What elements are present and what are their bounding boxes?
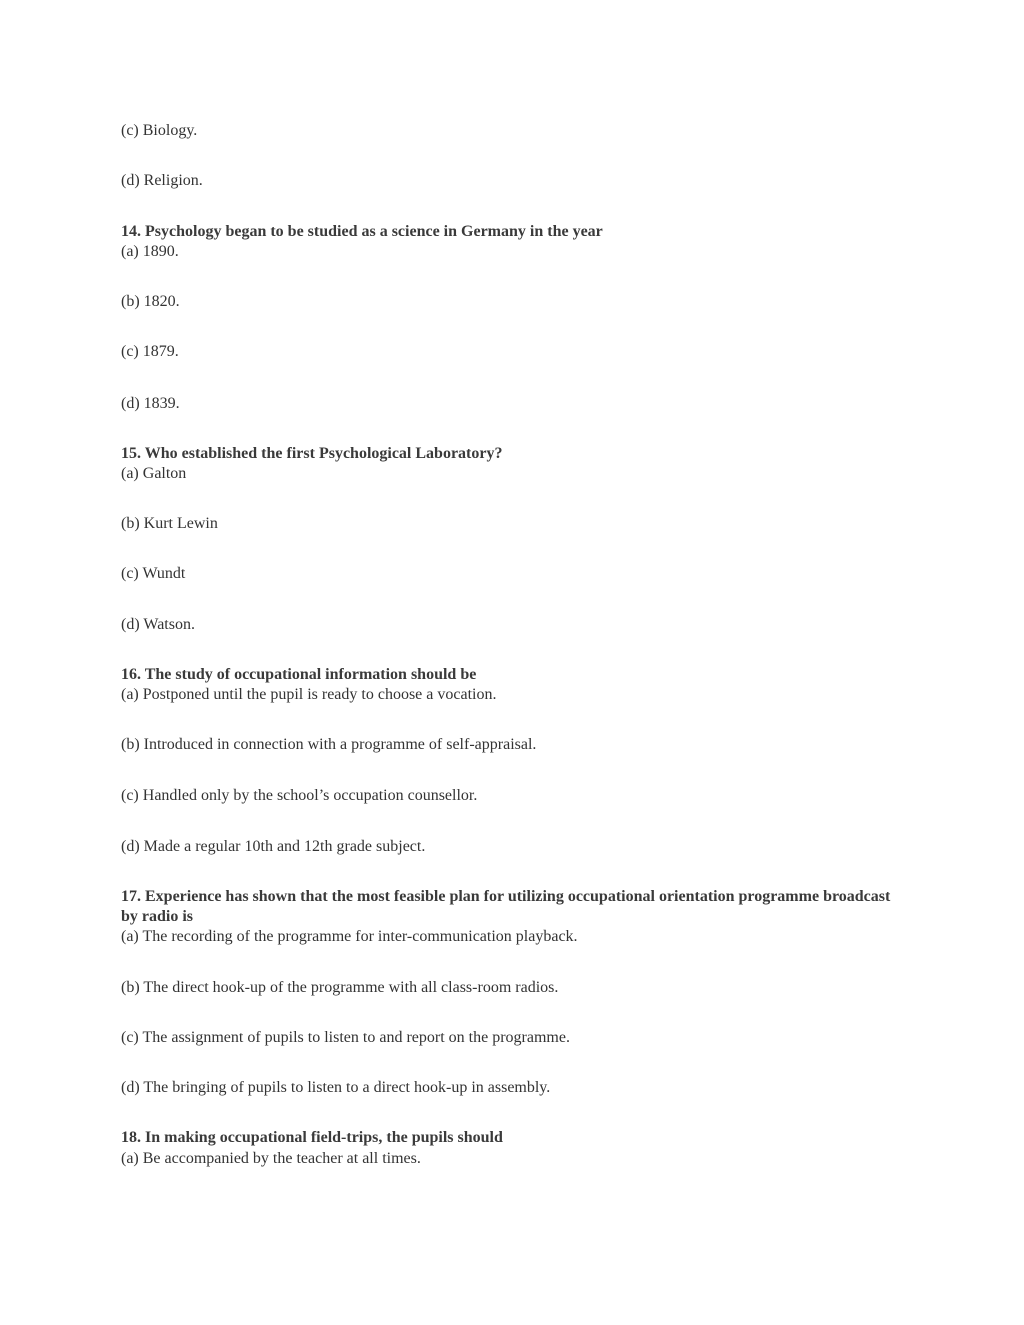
option-14c: (c) 1879.: [121, 343, 179, 360]
option-18a: (a) Be accompanied by the teacher at all times.: [121, 1150, 421, 1167]
question-16: 16. The study of occupational information should be: [121, 666, 477, 683]
option-13d: (d) Religion.: [121, 172, 203, 189]
question-18: 18. In making occupational field-trips, the pupils should: [121, 1129, 503, 1146]
option-17d: (d) The bringing of pupils to listen to a direct hook-up in assembly.: [121, 1079, 551, 1096]
option-16b: (b) Introduced in connection with a programme of self-appraisal.: [121, 736, 537, 753]
option-15d: (d) Watson.: [121, 616, 195, 633]
option-17b: (b) The direct hook-up of the programme with all class-room radios.: [121, 979, 559, 996]
option-16c: (c) Handled only by the school’s occupation counsellor.: [121, 787, 478, 804]
question-17: 17. Experience has shown that the most feasible plan for utilizing occupational orientation programme broadcast by radio is: [121, 888, 891, 925]
option-15a: (a) Galton: [121, 465, 187, 482]
option-13c: (c) Biology.: [121, 122, 198, 139]
option-16d: (d) Made a regular 10th and 12th grade subject.: [121, 838, 426, 855]
option-16a: (a) Postponed until the pupil is ready to choose a vocation.: [121, 686, 497, 703]
option-17c: (c) The assignment of pupils to listen to and report on the programme.: [121, 1029, 570, 1046]
option-15c: (c) Wundt: [121, 565, 186, 582]
question-15: 15. Who established the first Psychological Laboratory?: [121, 445, 503, 462]
option-14a: (a) 1890.: [121, 243, 179, 260]
option-15b: (b) Kurt Lewin: [121, 515, 218, 532]
option-14d: (d) 1839.: [121, 395, 180, 412]
option-14b: (b) 1820.: [121, 293, 180, 310]
question-14: 14. Psychology began to be studied as a science in Germany in the year: [121, 223, 603, 240]
option-17a: (a) The recording of the programme for inter-communication playback.: [121, 928, 578, 945]
